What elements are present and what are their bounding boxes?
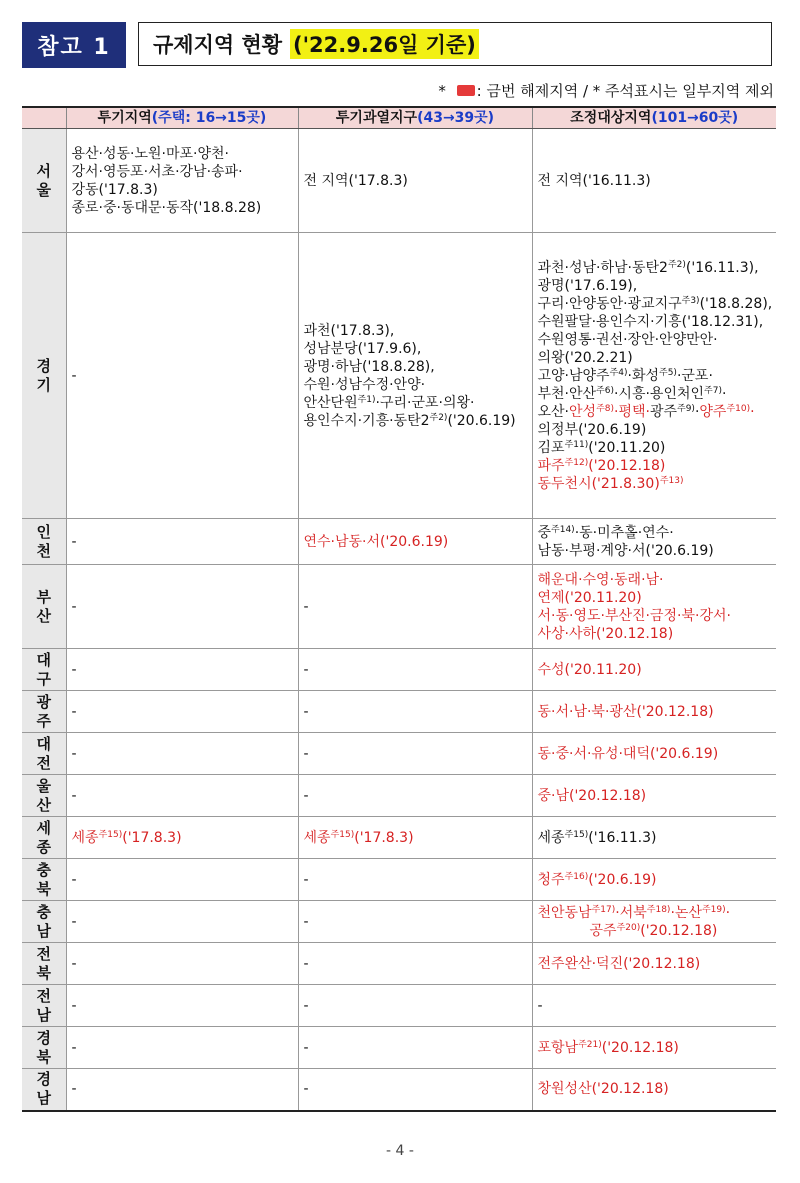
region-cell: 경 북 xyxy=(22,1027,66,1069)
speculation-cell: - xyxy=(66,859,298,901)
region-cell: 광 주 xyxy=(22,691,66,733)
overheated-cell: - xyxy=(298,733,532,775)
overheated-cell: - xyxy=(298,691,532,733)
speculation-cell: 용산·성동·노원·마포·양천· 강서·영등포·서초·강남·송파· 강동('17.8.3) 종로·중·동대문·동작('18.8.28) xyxy=(66,129,298,233)
table-row-chungbuk xyxy=(22,859,776,901)
speculation-cell: 세종$^{주15)}$('17.8.3) xyxy=(66,817,298,859)
table-row-gyeonggi xyxy=(22,233,776,519)
table-row-daegu xyxy=(22,649,776,691)
overheated-cell: 전 지역('17.8.3) xyxy=(298,129,532,233)
legend-text: : 금번 해제지역 / * 주석표시는 일부지역 제외 xyxy=(476,82,774,100)
speculation-cell: - xyxy=(66,943,298,985)
adjustment-cell: 포항남$^{주21)}$('20.12.18) xyxy=(532,1027,776,1069)
table-row-jeonbuk xyxy=(22,943,776,985)
adjustment-cell: 과천·성남·하남·동탄$2^{주2)}('16.11.3)$, 광명('17.6.19), 구리·안양동안·광교지구$^{주3)}$('18.8.28), 수원팔달·용인수지·기흥('18.12.31), 수원영통·권선·장안·안양만안· 의왕('20.2.21) 고양·남양주$^{주4)}$·화성$^{주5)}$·군포· 부천·안산$^{주6)}$·시흥·용인처인$^{주7)}$· 오산·안성$^{주8)}$·평택·광주$^{주9)}$·양주$^{주10)}$· 의정부('20.6.19) 김포$^{주11)}$('20.11.20) 파주$^{주12)}$('20.12.18) 동두천시$('21.8.30)^{주13)}$ xyxy=(532,233,776,519)
adjustment-cell: 해운대·수영·동래·남· 연제('20.11.20) 서·동·영도·부산진·금정·북·강서· 사상·사하('20.12.18) xyxy=(532,565,776,649)
speculation-cell: - xyxy=(66,1027,298,1069)
region-cell: 인 천 xyxy=(22,519,66,565)
speculation-cell: - xyxy=(66,565,298,649)
table-row-ulsan xyxy=(22,775,776,817)
adjustment-cell: 중$^{주14)}$·동·미추홀·연수· 남동·부평·계양·서('20.6.19) xyxy=(532,519,776,565)
adjustment-cell: 전주완산·덕진('20.12.18) xyxy=(532,943,776,985)
adjustment-cell: 동·중·서·유성·대덕('20.6.19) xyxy=(532,733,776,775)
region-cell: 대 구 xyxy=(22,649,66,691)
adjustment-cell: 수성('20.11.20) xyxy=(532,649,776,691)
overheated-cell: - xyxy=(298,985,532,1027)
legend-red-swatch xyxy=(457,85,475,96)
speculation-cell: - xyxy=(66,1069,298,1111)
regulation-table xyxy=(22,106,776,1112)
speculation-cell: - xyxy=(66,649,298,691)
region-cell: 울 산 xyxy=(22,775,66,817)
overheated-cell: - xyxy=(298,775,532,817)
region-cell: 전 남 xyxy=(22,985,66,1027)
header-region xyxy=(22,107,66,129)
table-row-daejeon xyxy=(22,733,776,775)
table-row-busan xyxy=(22,565,776,649)
header-overheated: 투기과열지구(43→39곳) xyxy=(298,107,532,129)
region-cell: 경 남 xyxy=(22,1069,66,1111)
speculation-cell: - xyxy=(66,691,298,733)
overheated-cell: - xyxy=(298,943,532,985)
reference-label: 참고 1 xyxy=(22,22,126,68)
title-date: ('22.9.26일 기준) xyxy=(290,29,479,59)
legend-prefix: * xyxy=(438,81,451,100)
adjustment-cell: - xyxy=(532,985,776,1027)
overheated-cell: - xyxy=(298,565,532,649)
header-adjustment: 조정대상지역(101→60곳) xyxy=(532,107,776,129)
region-cell: 충 남 xyxy=(22,901,66,943)
page-number: - 4 - xyxy=(386,1143,414,1159)
overheated-cell: 과천('17.8.3), 성남분당('17.9.6), 광명·하남('18.8.28), 수원·성남수정·안양· 안산단원$^{주1)}$·구리·군포·의왕· 용인수지·기흥·동탄$2^{주2)}('20.6.19)$ xyxy=(298,233,532,519)
region-cell: 서 울 xyxy=(22,129,66,233)
adjustment-cell: 천안동남$^{주17)}$·서북$^{주18)}$·논산$^{주19)}$· 공주$^{주20)}$('20.12.18) xyxy=(532,901,776,943)
region-cell: 대 전 xyxy=(22,733,66,775)
adjustment-cell: 전 지역('16.11.3) xyxy=(532,129,776,233)
speculation-cell: - xyxy=(66,733,298,775)
table-row-gyeongbuk xyxy=(22,1027,776,1069)
legend xyxy=(438,80,774,101)
speculation-cell: - xyxy=(66,775,298,817)
table-row-jeonnam xyxy=(22,985,776,1027)
adjustment-cell: 청주$^{주16)}$('20.6.19) xyxy=(532,859,776,901)
table-row-sejong xyxy=(22,817,776,859)
overheated-cell: - xyxy=(298,859,532,901)
title-text: 규제지역 현황 xyxy=(153,33,283,57)
overheated-cell: - xyxy=(298,649,532,691)
region-cell: 부 산 xyxy=(22,565,66,649)
table-row-chungnam xyxy=(22,901,776,943)
adjustment-cell: 세종$^{주15)}$('16.11.3) xyxy=(532,817,776,859)
speculation-cell: - xyxy=(66,519,298,565)
table-row-incheon xyxy=(22,519,776,565)
table-row-gwangju xyxy=(22,691,776,733)
speculation-cell: - xyxy=(66,985,298,1027)
adjustment-cell: 동·서·남·북·광산('20.12.18) xyxy=(532,691,776,733)
table-header-row xyxy=(22,107,776,129)
region-cell: 경 기 xyxy=(22,233,66,519)
speculation-cell: - xyxy=(66,901,298,943)
overheated-cell: 연수·남동·서('20.6.19) xyxy=(298,519,532,565)
region-cell: 전 북 xyxy=(22,943,66,985)
adjustment-cell: 중·남('20.12.18) xyxy=(532,775,776,817)
region-cell: 충 북 xyxy=(22,859,66,901)
overheated-cell: - xyxy=(298,1069,532,1111)
table-row-gyeongnam xyxy=(22,1069,776,1111)
adjustment-cell: 창원성산('20.12.18) xyxy=(532,1069,776,1111)
overheated-cell: - xyxy=(298,1027,532,1069)
region-cell: 세 종 xyxy=(22,817,66,859)
overheated-cell: - xyxy=(298,901,532,943)
overheated-cell: 세종$^{주15)}$('17.8.3) xyxy=(298,817,532,859)
page-title xyxy=(138,22,772,66)
table-row-seoul xyxy=(22,129,776,233)
speculation-cell: - xyxy=(66,233,298,519)
header-speculation: 투기지역(주택: 16→15곳) xyxy=(66,107,298,129)
